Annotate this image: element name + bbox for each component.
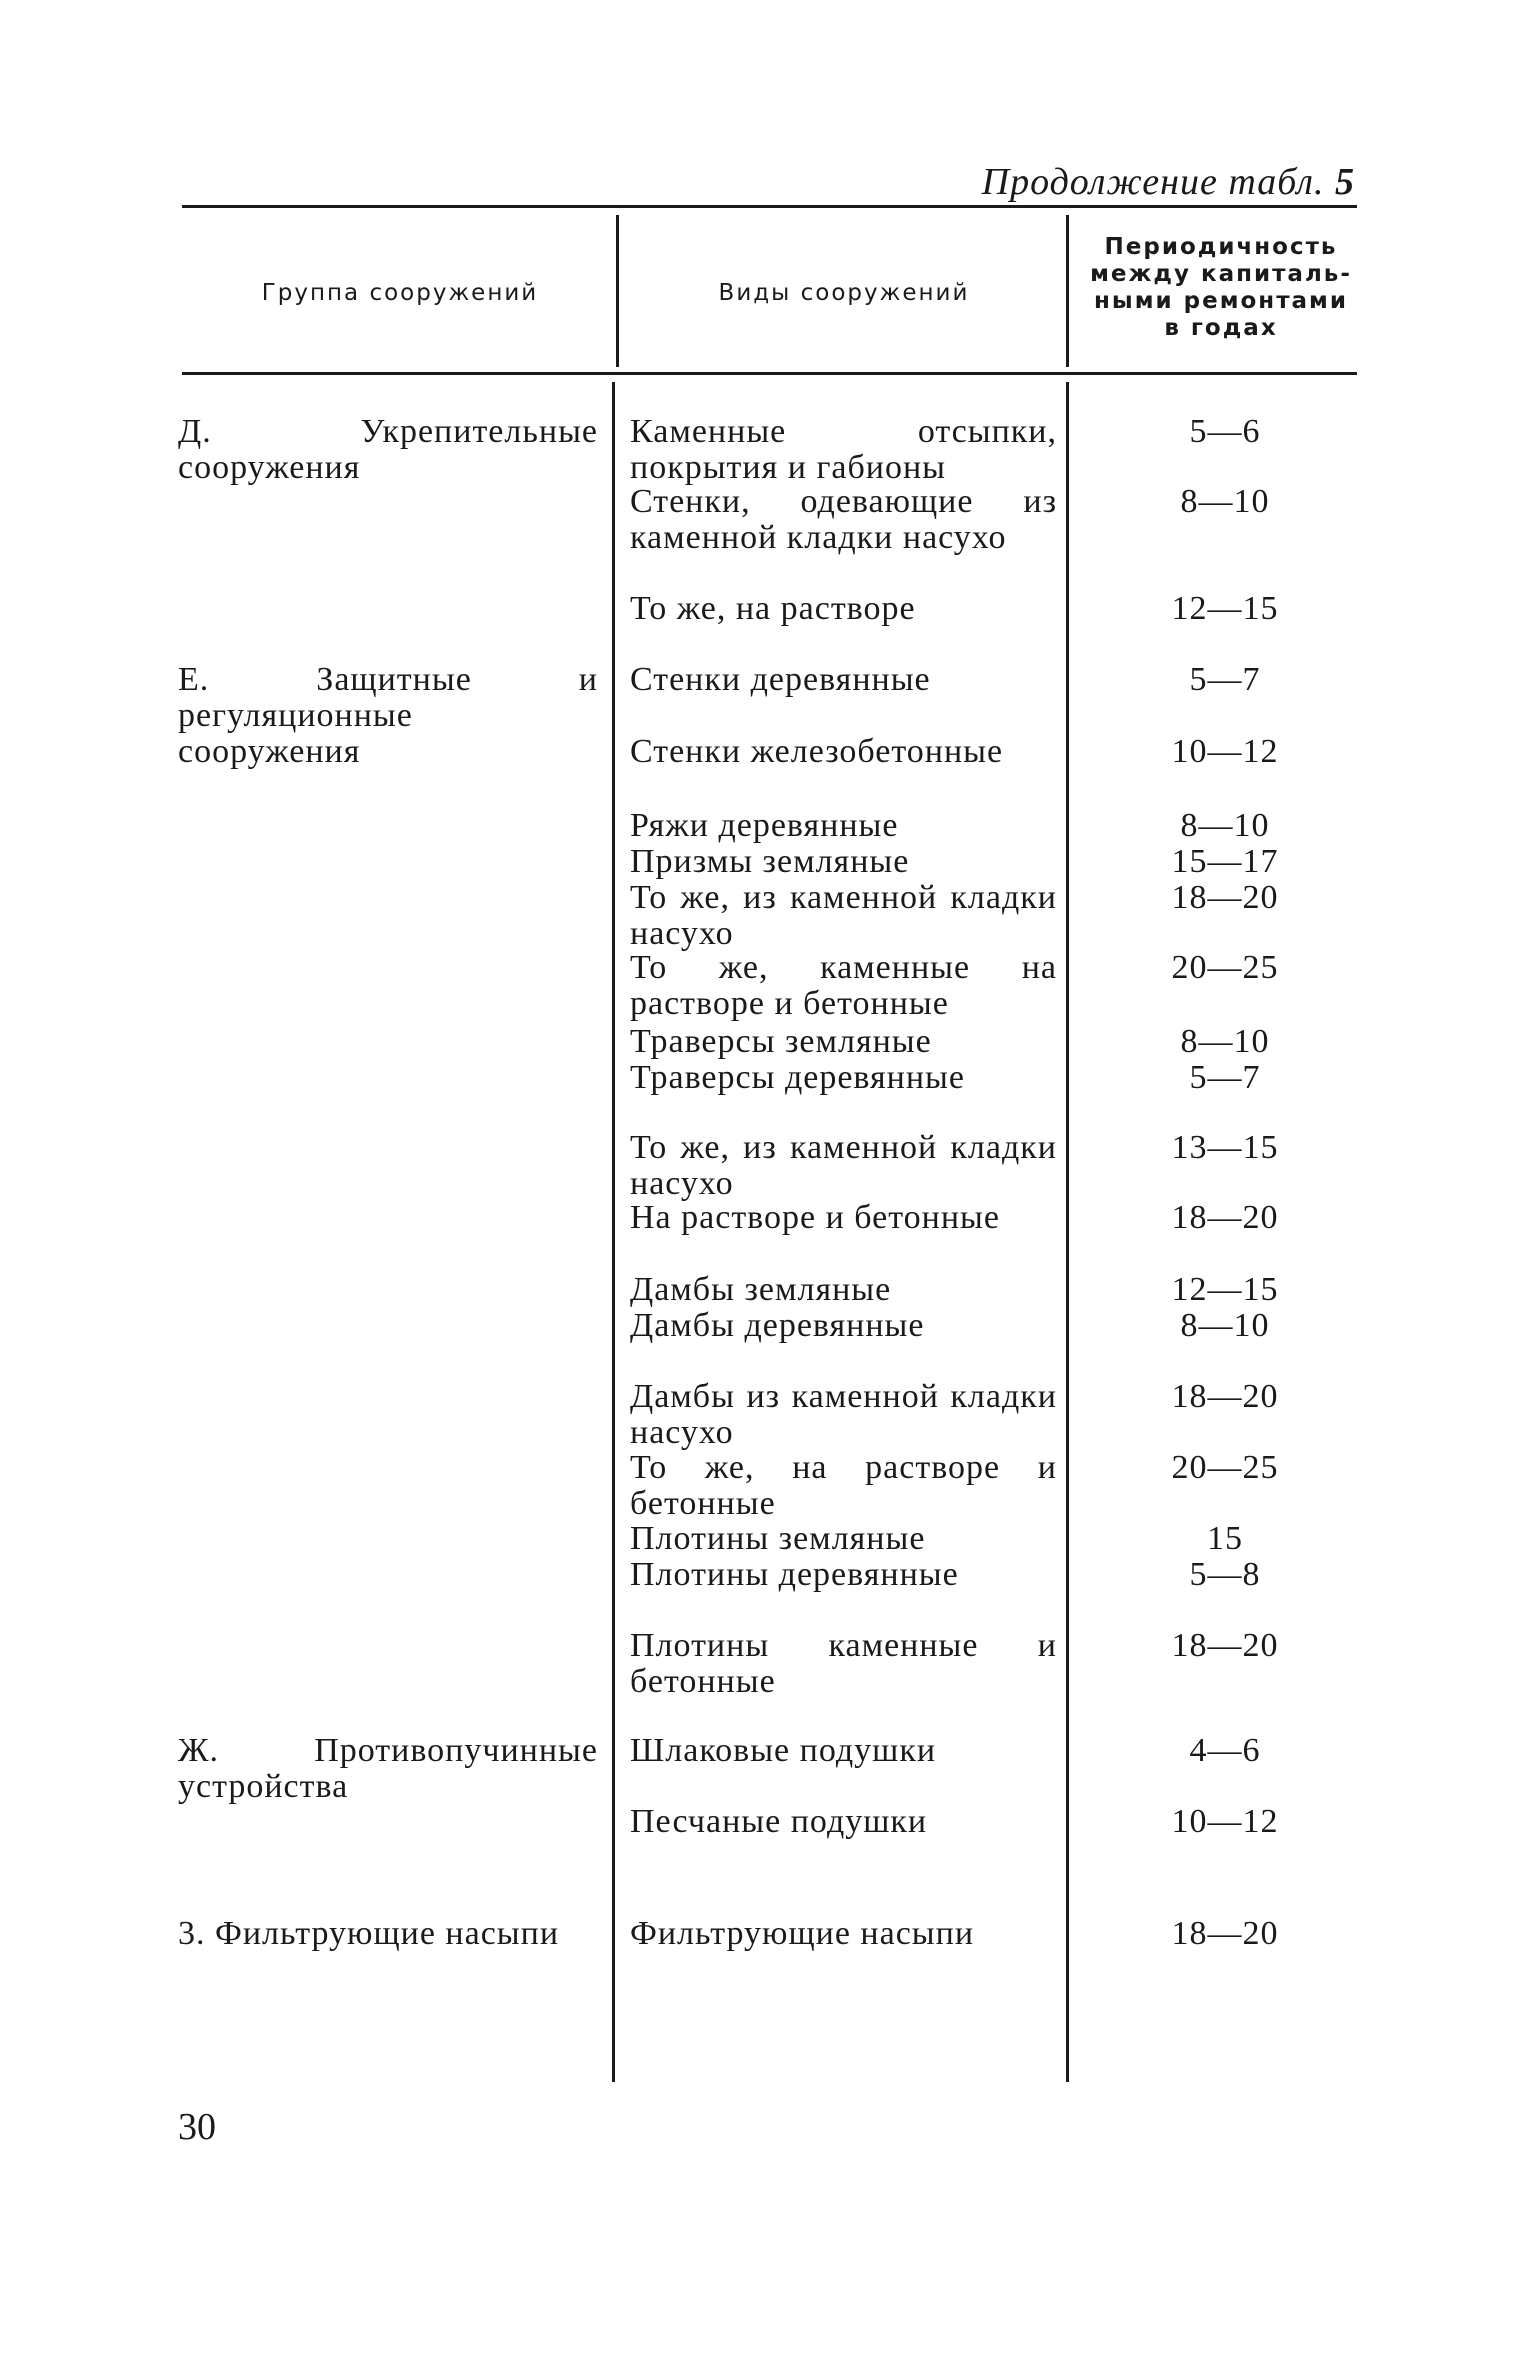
kind-cell: Плотины каменные и бетонные xyxy=(630,1627,1057,1700)
kind-cell: Траверсы земляные xyxy=(630,1023,932,1060)
period-cell: 8—10 xyxy=(1180,483,1270,520)
group-d: Д. Укрепительные сооружения xyxy=(178,413,598,486)
period-cell: 18—20 xyxy=(1171,1378,1279,1415)
period-cell: 5—6 xyxy=(1189,413,1261,450)
header-period-line: в годах xyxy=(1164,315,1278,341)
kind-cell: Призмы земляные xyxy=(630,843,910,880)
kind-cell: Фильтрующие насыпи xyxy=(630,1915,975,1952)
period-cell: 12—15 xyxy=(1171,1271,1279,1308)
kind-cell: Стенки, одевающие из каменной кладки насухо xyxy=(630,483,1057,556)
period-cell: 5—7 xyxy=(1189,661,1261,698)
header-period-line: ными ремонтами xyxy=(1094,288,1348,314)
page-number: 30 xyxy=(178,2106,216,2148)
header-bottom-rule xyxy=(182,372,1357,375)
group-zh: Ж. Противопучинные устройства xyxy=(178,1732,598,1805)
period-cell: 18—20 xyxy=(1171,879,1279,916)
kind-cell: Дамбы земляные xyxy=(630,1271,892,1308)
kind-cell: То же, из каменной кладки насухо xyxy=(630,1129,1057,1202)
kind-cell: Дамбы деревянные xyxy=(630,1307,925,1344)
period-cell: 8—10 xyxy=(1180,1307,1270,1344)
period-cell: 20—25 xyxy=(1171,1449,1279,1486)
period-cell: 10—12 xyxy=(1171,1803,1279,1840)
kind-cell: Плотины земляные xyxy=(630,1520,926,1557)
header-period-line: Периодичность xyxy=(1104,234,1338,260)
kind-cell: То же, на растворе xyxy=(630,590,916,627)
kind-cell: Стенки деревянные xyxy=(630,661,931,698)
kind-cell: То же, из каменной кладки насухо xyxy=(630,879,1057,952)
period-cell: 5—8 xyxy=(1189,1556,1261,1593)
period-cell: 8—10 xyxy=(1180,1023,1270,1060)
kind-cell: На растворе и бетонные xyxy=(630,1199,1000,1236)
period-cell: 18—20 xyxy=(1171,1199,1279,1236)
header-divider-2 xyxy=(1066,215,1069,367)
kind-cell: Песчаные подушки xyxy=(630,1803,928,1840)
period-cell: 8—10 xyxy=(1180,807,1270,844)
period-cell: 18—20 xyxy=(1171,1627,1279,1664)
header-period xyxy=(1076,234,1366,342)
kind-cell: Плотины деревянные xyxy=(630,1556,959,1593)
kind-cell: Шлаковые подушки xyxy=(630,1732,937,1769)
kind-cell: Стенки железобетонные xyxy=(630,733,1004,770)
period-cell: 5—7 xyxy=(1189,1059,1261,1096)
table-top-rule xyxy=(182,205,1357,208)
period-cell: 10—12 xyxy=(1171,733,1279,770)
period-cell: 12—15 xyxy=(1171,590,1279,627)
period-cell: 15—17 xyxy=(1171,843,1279,880)
header-divider-1 xyxy=(616,215,619,367)
caption-table-number: 5 xyxy=(1335,161,1355,203)
group-e: Е. Защитные и регуляционные сооружения xyxy=(178,661,598,770)
column-divider-2 xyxy=(1066,382,1069,2082)
kind-cell: То же, каменные на растворе и бетонные xyxy=(630,949,1057,1022)
period-cell: 15 xyxy=(1207,1520,1243,1557)
header-kind: Виды сооружений xyxy=(718,280,970,306)
kind-cell: Ряжи деревянные xyxy=(630,807,899,844)
period-cell: 18—20 xyxy=(1171,1915,1279,1952)
caption-text: Продолжение табл. xyxy=(981,161,1325,203)
table-caption xyxy=(982,160,1355,204)
column-divider-1 xyxy=(612,382,615,2082)
header-period-line: между капиталь- xyxy=(1090,261,1352,287)
kind-cell: Каменные отсыпки, покрытия и габионы xyxy=(630,413,1057,486)
kind-cell: Дамбы из каменной кладки насухо xyxy=(630,1378,1057,1451)
period-cell: 4—6 xyxy=(1189,1732,1261,1769)
header-group: Группа сооружений xyxy=(261,280,539,306)
kind-cell: Траверсы деревянные xyxy=(630,1059,965,1096)
kind-cell: То же, на растворе и бетонные xyxy=(630,1449,1057,1522)
period-cell: 13—15 xyxy=(1171,1129,1279,1166)
period-cell: 20—25 xyxy=(1171,949,1279,986)
group-z: 3. Фильтрующие насыпи xyxy=(178,1915,560,1952)
